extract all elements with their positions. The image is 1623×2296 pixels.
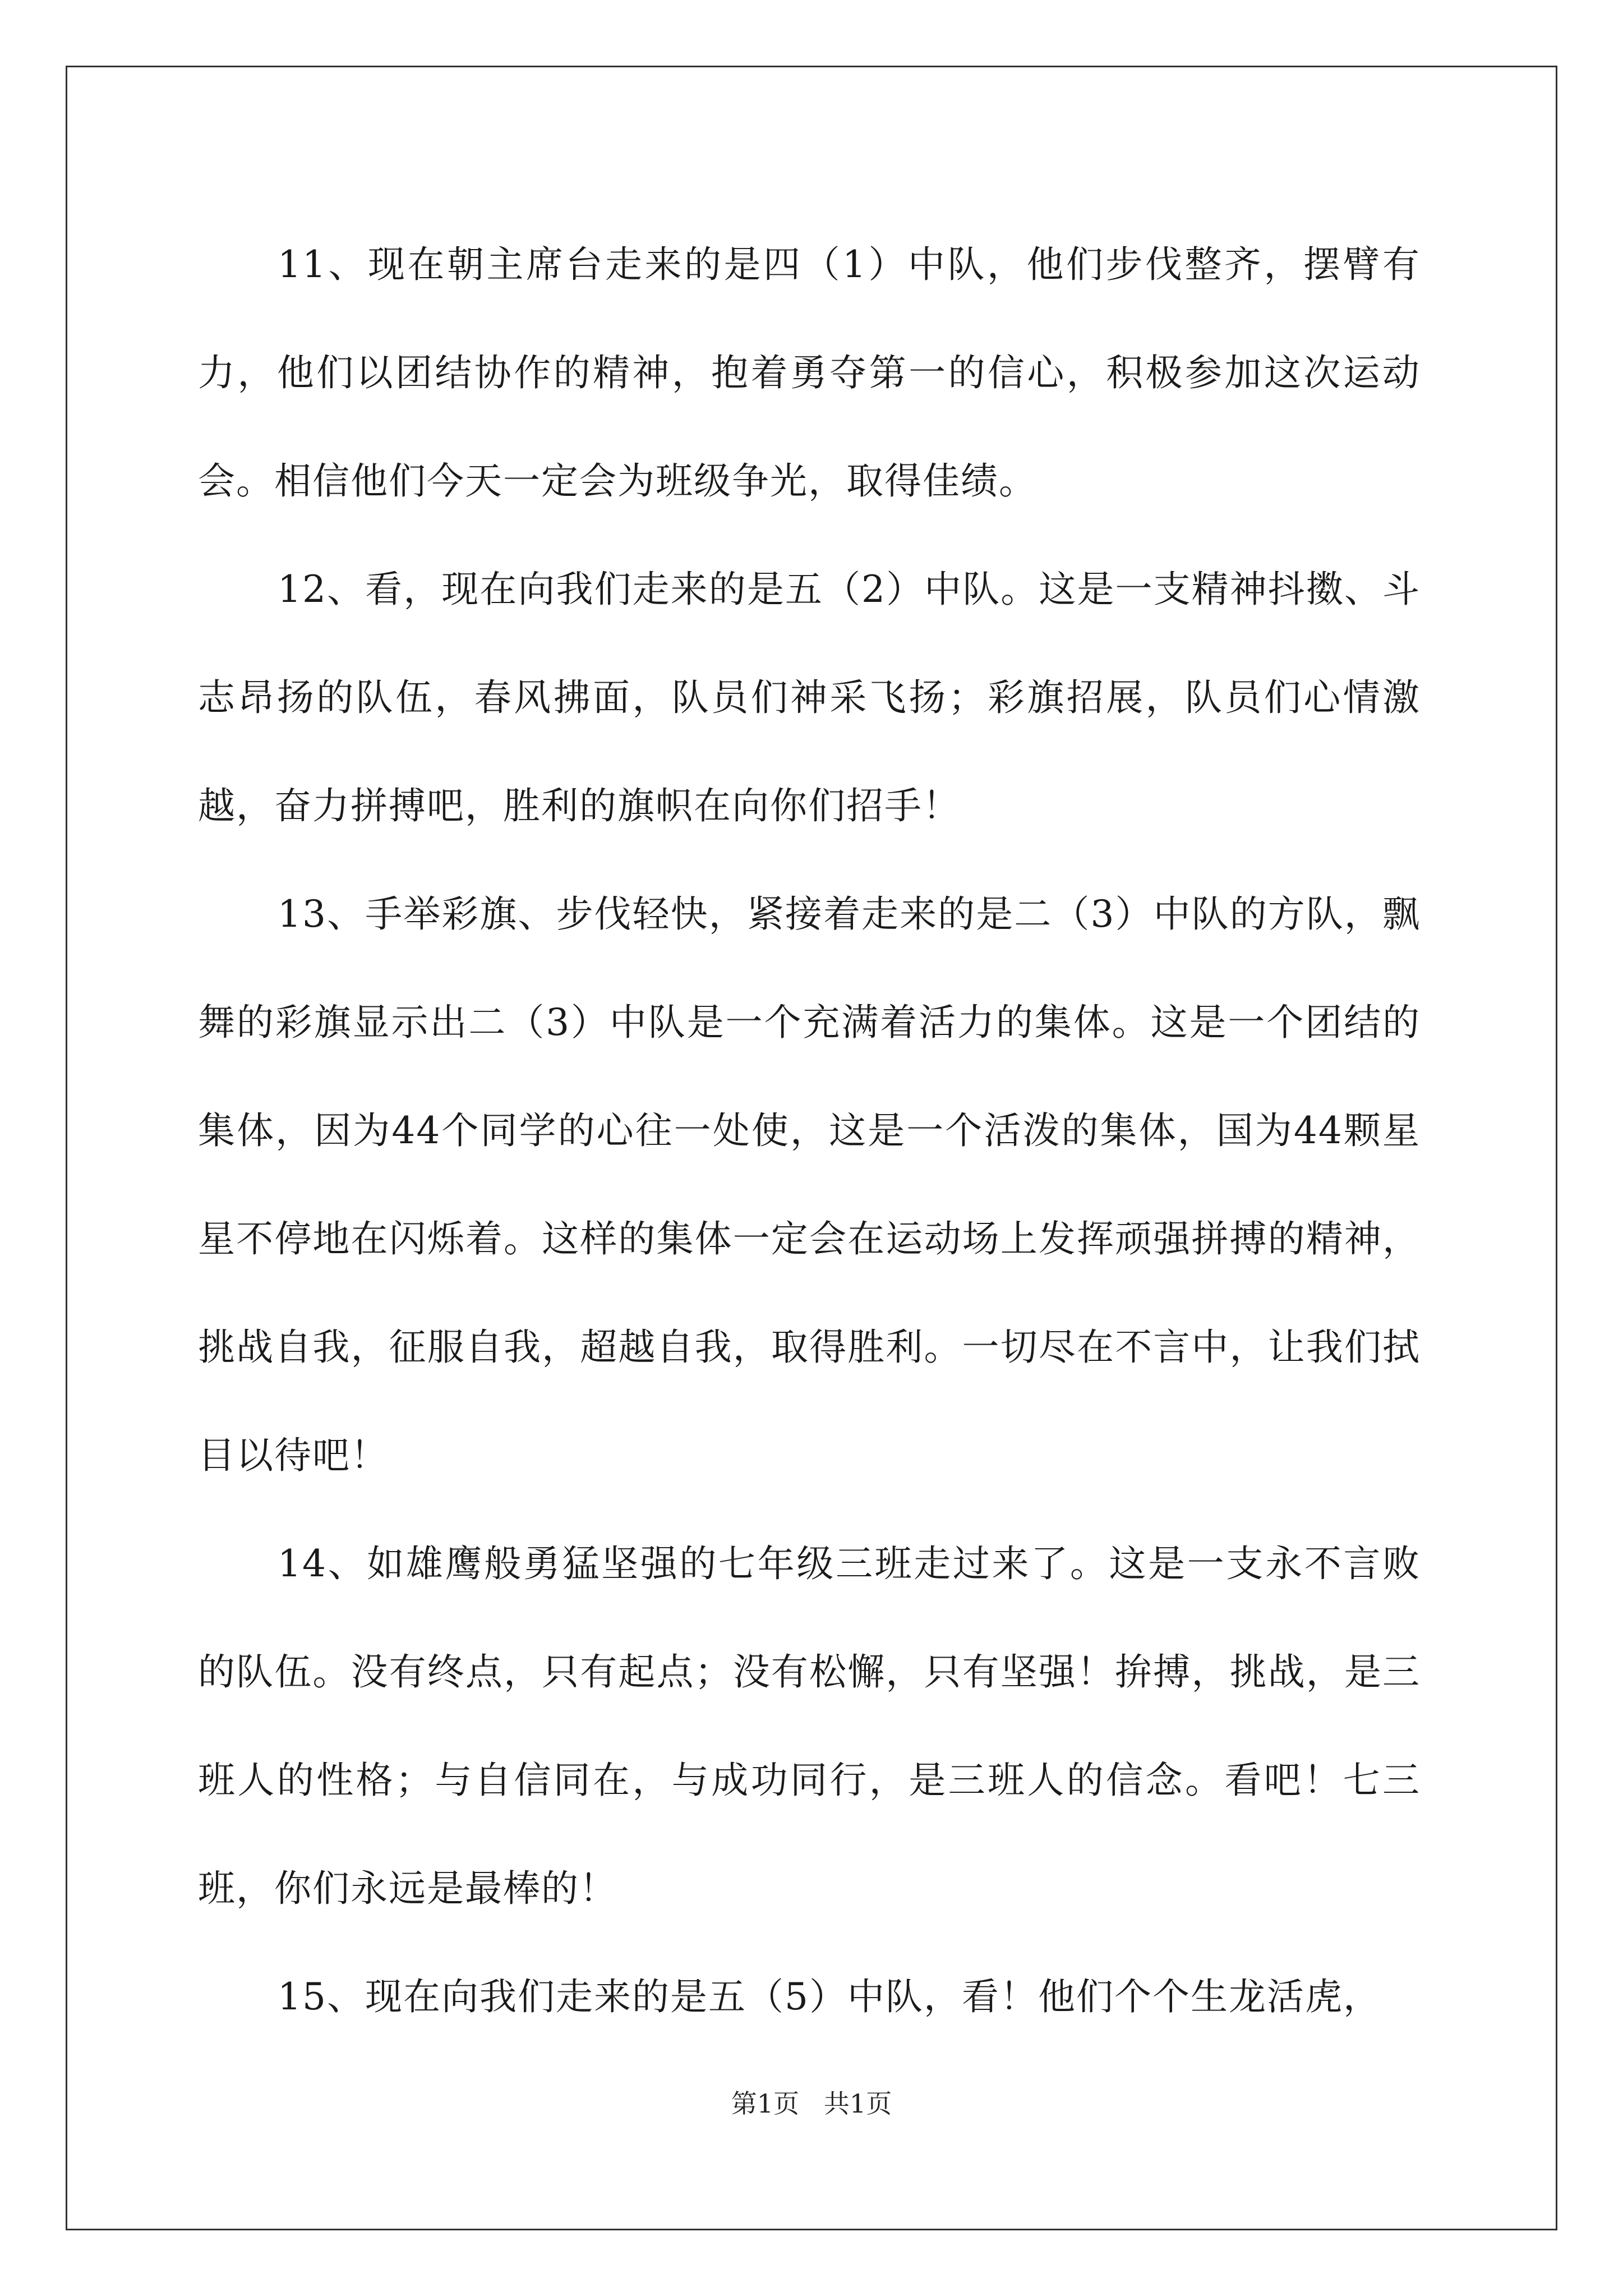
- paragraph-11: 11、现在朝主席台走来的是四（1）中队，他们步伐整齐，摆臂有力，他们以团结协作的精神，抱着勇夺第一的信心，积极参加这次运动会。相信他们今天一定会为班级争光，取得佳绩。: [198, 243, 1421, 503]
- document-body: [198, 210, 1421, 2051]
- paragraph-15: 15、现在向我们走来的是五（5）中队，看！他们个个生龙活虎，: [278, 1975, 1381, 2018]
- page-number-footer: 第1页 共1页: [731, 2088, 892, 2119]
- paragraph-13: 13、手举彩旗、步伐轻快，紧接着走来的是二（3）中队的方队，飘舞的彩旗显示出二（3）中队是一个充满着活力的集体。这是一个团结的集体，因为44个同学的心往一处使，这是一个活泼的集体，国为44颗星星不停地在闪烁着。这样的集体一定会在运动场上发挥顽强拼搏的精神，挑战自我，征服自我，超越自我，取得胜利。一切尽在不言中，让我们拭目以待吧！: [198, 892, 1421, 1477]
- paragraph-12: 12、看，现在向我们走来的是五（2）中队。这是一支精神抖擞、斗志昂扬的队伍，春风拂面，队员们神采飞扬；彩旗招展，队员们心情激越，奋力拼搏吧，胜利的旗帜在向你们招手！: [198, 568, 1421, 827]
- paragraph-14: 14、如雄鹰般勇猛坚强的七年级三班走过来了。这是一支永不言败的队伍。没有终点，只有起点；没有松懈，只有坚强！拚搏，挑战，是三班人的性格；与自信同在，与成功同行，是三班人的信念。看吧！七三班，你们永远是最棒的！: [198, 1542, 1421, 1910]
